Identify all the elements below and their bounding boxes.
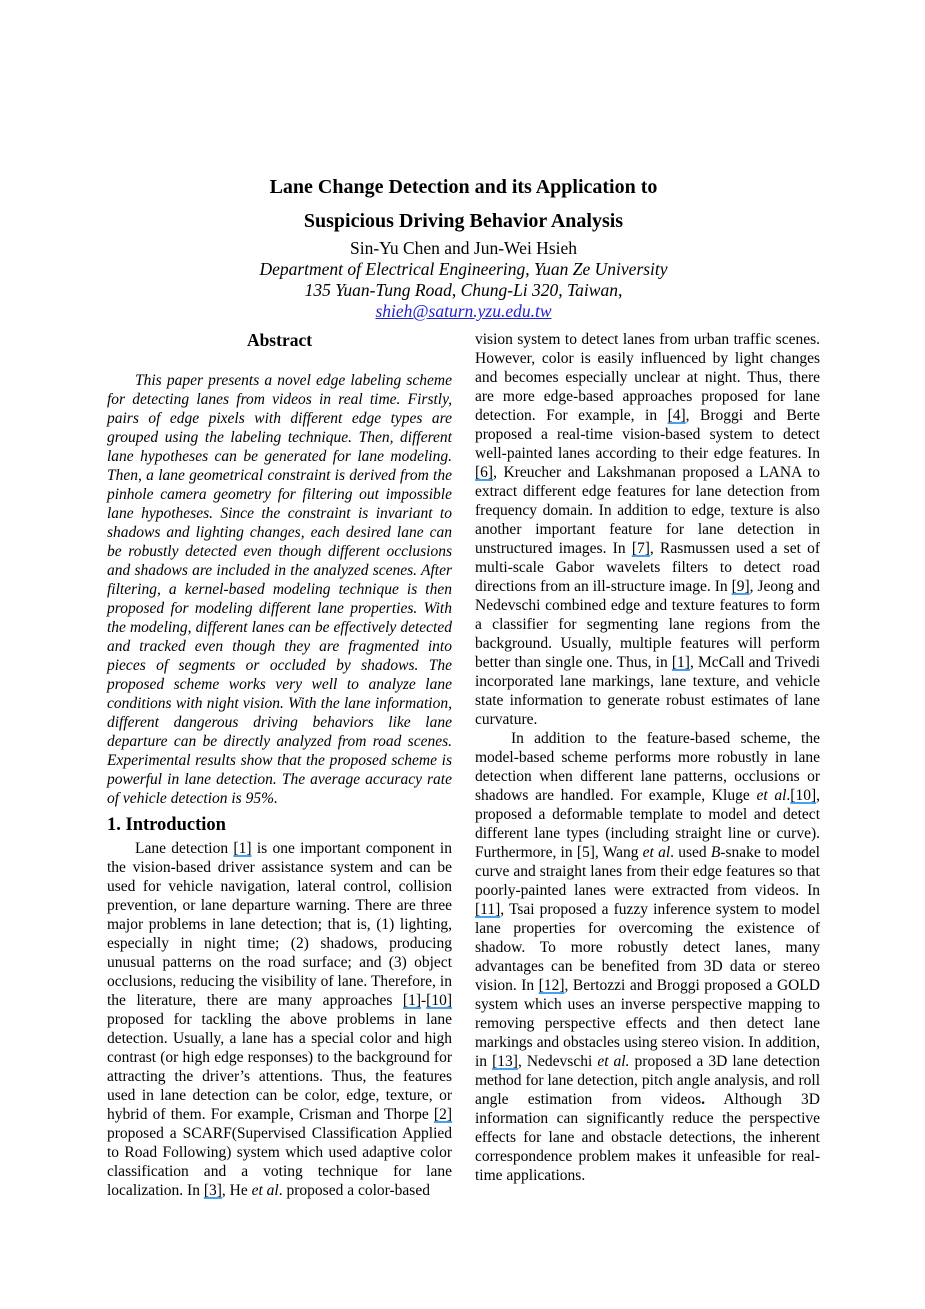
text-run: , Rasmussen used a set of multi-scale Gabor wavelets filters to detect road directions from an ill-structure image. In bbox=[475, 540, 821, 595]
affiliation: Department of Electrical Engineering, Yuan Ze University bbox=[259, 259, 668, 279]
citation-link[interactable]: [10] bbox=[426, 992, 452, 1009]
text-run: , Jeong and Nedevschi combined edge and texture features to form a classifier for segmenting lane regions from the background. Usually, multiple features will perform better than single one. Thus, in bbox=[475, 578, 820, 671]
citation-link[interactable]: [2] bbox=[433, 1106, 452, 1123]
text-run: Lane detection bbox=[135, 840, 234, 857]
text-run: , Kreucher and Lakshmanan proposed a LANA to extract different edge features for lane detection from frequency domain. In addition to edge, texture is also another important feature for lane detection in unstructured images. In bbox=[475, 464, 820, 557]
text-run: . bbox=[786, 787, 791, 804]
bold-text: . bbox=[701, 1091, 706, 1108]
text-run: , Broggi and Berte proposed a real-time vision-based system to detect well-painted lanes according to their edge features. In bbox=[475, 407, 820, 462]
citation-link[interactable]: [4] bbox=[667, 407, 686, 424]
two-column-body bbox=[107, 330, 820, 1200]
citation-link[interactable]: [1] bbox=[671, 654, 690, 671]
text-run: . proposed a color-based bbox=[278, 1182, 430, 1199]
citation-link[interactable]: [9] bbox=[731, 578, 750, 595]
right-column bbox=[475, 330, 820, 1200]
citation-link[interactable]: [1] bbox=[402, 992, 421, 1009]
intro-paragraph-right-2 bbox=[475, 729, 820, 1185]
text-run: , proposed a deformable template to model and detect different lane types (including straight line or curve). Furthermore, in [5], Wang bbox=[475, 787, 820, 861]
citation-link[interactable]: [1] bbox=[233, 840, 252, 857]
citation-link[interactable]: [7] bbox=[631, 540, 650, 557]
text-run: , Bertozzi and Broggi proposed a GOLD system which uses an inverse perspective mapping to removing perspective effects and then detect lane markings and obstacles using stereo vision. In addition, in bbox=[475, 977, 820, 1070]
text-run: - bbox=[421, 992, 427, 1009]
text-run: -snake to model curve and straight lanes from their edge features so that poorly-painted lanes were extracted from videos. In bbox=[475, 844, 820, 899]
text-run: is one important component in the vision-based driver assistance system and can be used for vehicle navigation, lateral control, collision prevention, or lane departure warning. There are three major problems in lane detection; that is, (1) lighting, especially in night time; (2) shadows, producing unusual patterns on the road surface; and (3) object occlusions, reducing the visibility of lane. Therefore, in the literature, there are many approaches bbox=[107, 840, 452, 1009]
intro-paragraph-right-1 bbox=[475, 330, 820, 729]
italic-text: et al. bbox=[597, 1053, 630, 1070]
text-run: proposed a SCARF(Supervised Classification Applied to Road Following) system which used adaptive color classification and a voting technique for lane localization. In bbox=[107, 1125, 452, 1199]
email-line bbox=[107, 301, 820, 322]
address: 135 Yuan-Tung Road, Chung-Li 320, Taiwan, bbox=[304, 280, 623, 300]
text-run: , Tsai proposed a fuzzy inference system to model lane properties for overcoming the existence of shadow. To more robustly detect lanes, many advantages can be benefited from 3D data or stereo vision. In bbox=[475, 901, 820, 994]
text-run: In addition to the feature-based scheme, the model-based scheme performs more robustly in lane detection when different lane patterns, occlusions or shadows are handled. For example, Kluge bbox=[475, 730, 820, 804]
text-run: , Nedevschi bbox=[517, 1053, 598, 1070]
text-run: , He bbox=[221, 1182, 252, 1199]
email-link[interactable]: shieh@saturn.yzu.edu.tw bbox=[375, 301, 552, 321]
title-block bbox=[107, 170, 820, 322]
citation-link[interactable]: [12] bbox=[538, 977, 565, 994]
intro-paragraph-left bbox=[107, 839, 452, 1200]
italic-text: et al bbox=[251, 1182, 279, 1199]
paper-title-line-1: Lane Change Detection and its Application to bbox=[269, 176, 658, 198]
italic-text: B bbox=[710, 844, 721, 861]
paper-title-line-2: Suspicious Driving Behavior Analysis bbox=[303, 210, 624, 232]
left-column bbox=[107, 330, 452, 1200]
text-run: proposed for tackling the above problems in lane detection. Usually, a lane has a special color and high contrast (or high edge responses) to the background for attracting the driver’s attentions. Thus, the features used in lane detection can be color, edge, texture, or hybrid of them. For example, Crisman and Thorpe bbox=[107, 1011, 452, 1123]
citation-link[interactable]: [13] bbox=[492, 1053, 518, 1070]
citation-link[interactable]: [3] bbox=[203, 1182, 222, 1199]
abstract-text: This paper presents a novel edge labeling scheme for detecting lanes from videos in real time. Firstly, pairs of edge pixels with different edge types are grouped using the labeling technique. Then, different lane hypotheses can be generated for lane modeling. Then, a lane geometrical constraint is derived from the pinhole camera geometry for filtering out impossible lane hypotheses. Since the constraint is invariant to shadows and lighting changes, each desired lane can be robustly detected even though different occlusions and shadows are included in the analyzed scenes. After filtering, a kernel-based modeling technique is then proposed for modeling different lane properties. With the modeling, different lanes can be effectively detected and tracked even though they are fragmented into pieces of segments or occluded by shadows. The proposed scheme works very well to analyze lane conditions with night vision. With the lane information, different dangerous driving behaviors like lane departure can be directly analyzed from road scenes. Experimental results show that the proposed scheme is powerful in lane detection. The average accuracy rate of vehicle detection is 95%. bbox=[107, 372, 452, 807]
citation-link[interactable]: [11] bbox=[475, 901, 501, 918]
citation-link[interactable]: [6] bbox=[475, 464, 494, 481]
section-heading-introduction: 1. Introduction bbox=[107, 815, 226, 835]
text-run: , McCall and Trivedi incorporated lane markings, lane texture, and vehicle state information to generate robust estimates of lane curvature. bbox=[475, 654, 821, 728]
text-run: Although 3D information can significantly reduce the perspective effects for lane and obstacle detections, the inherent correspondence problem makes it unfeasible for real-time applications. bbox=[475, 1091, 820, 1184]
authors: Sin-Yu Chen and Jun-Wei Hsieh bbox=[349, 238, 578, 258]
text-run: . used bbox=[670, 844, 711, 861]
text-run: proposed a 3D lane detection method for lane detection, pitch angle analysis, and roll angle estimation from videos bbox=[475, 1053, 820, 1108]
abstract-heading: Abstract bbox=[246, 330, 313, 350]
italic-text: et al bbox=[642, 844, 671, 861]
citation-link[interactable]: [10] bbox=[790, 787, 817, 804]
text-run: vision system to detect lanes from urban traffic scenes. However, color is easily influenced by light changes and becomes especially unclear at night. Thus, there are more edge-based approaches proposed for lane detection. For example, in bbox=[475, 331, 820, 424]
italic-text: et al bbox=[756, 787, 787, 804]
